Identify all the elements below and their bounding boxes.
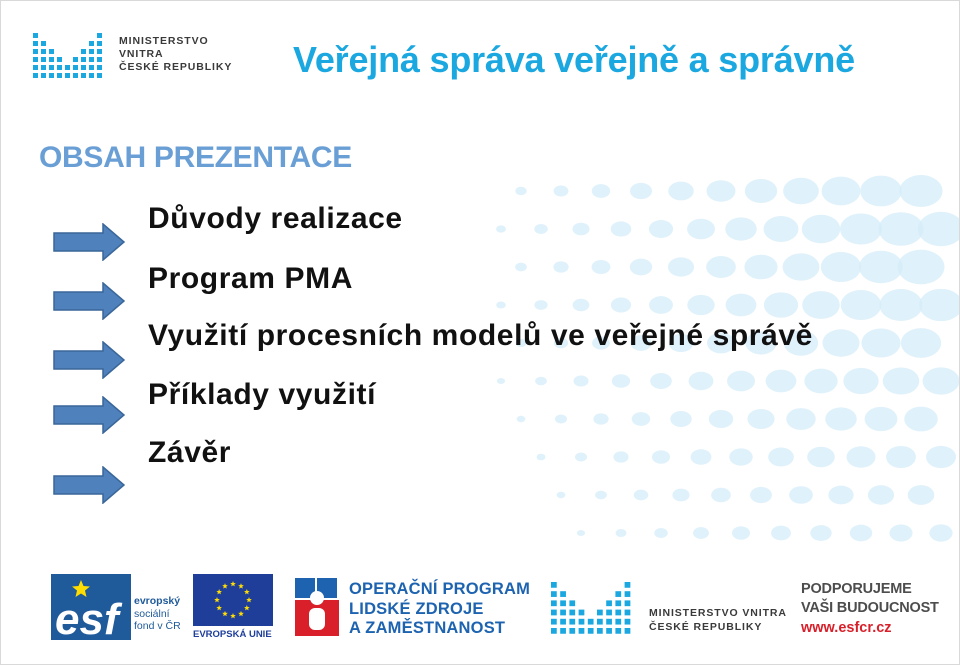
background-dot xyxy=(919,289,959,321)
background-dot xyxy=(904,407,937,432)
ministry-bar-square xyxy=(615,619,621,625)
ministry-bar-square xyxy=(551,628,557,634)
esf-logo-text xyxy=(134,595,181,633)
background-dot xyxy=(670,411,691,427)
background-dot xyxy=(843,368,878,394)
ministry-footer-line2: ČESKÉ REPUBLIKY xyxy=(649,621,763,633)
ministry-bar-square xyxy=(81,65,86,70)
background-dot xyxy=(744,255,777,280)
background-dot xyxy=(497,378,505,384)
background-dot xyxy=(879,289,922,321)
eu-star-icon xyxy=(230,581,236,586)
ministry-bar-square xyxy=(41,41,46,46)
background-dot xyxy=(515,187,526,195)
support-url-link[interactable]: www.esfcr.cz xyxy=(801,620,892,636)
background-dot xyxy=(706,256,736,278)
ministry-bar-square xyxy=(97,41,102,46)
section-title: OBSAH PREZENTACE xyxy=(39,141,352,174)
op-text-line2: LIDSKÉ ZDROJE xyxy=(349,599,484,618)
ministry-bar-square xyxy=(89,41,94,46)
ministry-bar-square xyxy=(89,73,94,78)
background-dot xyxy=(929,524,952,541)
background-dot xyxy=(515,263,527,272)
ministry-bar-square xyxy=(73,73,78,78)
ministry-bar-square xyxy=(588,628,594,634)
ministry-bar-square xyxy=(33,49,38,54)
ministry-bar-square xyxy=(615,610,621,616)
background-dot xyxy=(861,328,900,357)
eu-logo xyxy=(193,574,273,640)
ministry-bar-square xyxy=(579,610,585,616)
ministry-bar-square xyxy=(569,619,575,625)
background-dot xyxy=(923,367,959,394)
agenda-item-1: Důvody realizace xyxy=(148,202,403,235)
background-dot xyxy=(573,299,590,311)
background-dot xyxy=(630,259,652,276)
background-dot xyxy=(822,177,861,206)
ministry-bar-square xyxy=(625,582,631,588)
background-dot xyxy=(613,451,628,462)
ministry-name-line1: MINISTERSTVO VNITRA xyxy=(119,35,209,60)
eu-star-icon xyxy=(238,583,244,588)
ministry-bar-square xyxy=(551,610,557,616)
ministry-bar-square xyxy=(41,65,46,70)
ministry-name-line2: ČESKÉ REPUBLIKY xyxy=(119,61,233,73)
background-dot xyxy=(783,253,820,280)
background-dot xyxy=(707,180,736,201)
eu-star-icon xyxy=(222,583,228,588)
background-dot xyxy=(726,294,757,317)
background-dot xyxy=(517,416,526,422)
ministry-bar-square xyxy=(625,591,631,597)
background-dot xyxy=(926,446,956,468)
ministry-bar-square xyxy=(73,57,78,62)
footer-logo-bar xyxy=(1,566,959,662)
esf-mark-icon xyxy=(51,574,131,640)
eu-stars-icon xyxy=(193,574,273,626)
background-dot xyxy=(783,178,819,204)
ministry-bar-square xyxy=(625,619,631,625)
background-dot xyxy=(691,449,712,464)
background-dot xyxy=(557,492,566,498)
ministry-footer-text xyxy=(649,606,787,634)
eu-star-icon xyxy=(230,613,236,618)
background-dot xyxy=(825,407,856,430)
ministry-bar-square xyxy=(49,73,54,78)
ministry-bar-square xyxy=(579,628,585,634)
background-dot xyxy=(668,257,694,276)
ministry-bars-icon xyxy=(549,576,639,642)
ministry-bar-square xyxy=(597,610,603,616)
ministry-bar-square xyxy=(606,610,612,616)
background-dot xyxy=(878,212,923,246)
slide-header-title: Veřejná správa veřejně a správně xyxy=(293,39,855,80)
background-dot xyxy=(732,526,750,539)
ministry-bar-square xyxy=(73,65,78,70)
esf-text-line3: fond v ČR xyxy=(134,620,181,632)
eu-star-icon xyxy=(216,589,222,594)
ministry-bar-square xyxy=(588,619,594,625)
background-dot xyxy=(901,328,941,358)
background-dot xyxy=(592,260,611,274)
ministry-logo-footer xyxy=(549,576,789,642)
ministry-bar-square xyxy=(65,73,70,78)
background-dot xyxy=(729,448,752,465)
op-logo-text xyxy=(349,580,530,639)
ministry-bar-square xyxy=(560,600,566,606)
ministry-bar-square xyxy=(625,600,631,606)
ministry-bar-square xyxy=(81,73,86,78)
ministry-bar-square xyxy=(615,600,621,606)
background-dot xyxy=(611,221,632,236)
eu-star-icon xyxy=(244,589,250,594)
ministry-bar-square xyxy=(551,600,557,606)
background-dot xyxy=(918,212,959,246)
esf-logo xyxy=(51,574,185,640)
background-dot xyxy=(886,446,916,468)
background-dot xyxy=(592,184,610,198)
ministry-bar-square xyxy=(560,591,566,597)
background-dot xyxy=(807,447,835,467)
ministry-bars-icon xyxy=(31,29,111,85)
ministry-bar-square xyxy=(606,600,612,606)
background-dot xyxy=(687,219,715,240)
ministry-bar-square xyxy=(57,65,62,70)
right-arrow-icon xyxy=(53,282,125,320)
background-dot xyxy=(764,216,799,242)
background-dot xyxy=(768,447,794,466)
right-arrow-icon xyxy=(53,223,125,261)
eu-flag-icon xyxy=(193,574,273,626)
esf-text-line2: sociální xyxy=(134,607,170,620)
background-dot xyxy=(650,373,672,389)
background-dot xyxy=(828,486,853,505)
background-dot xyxy=(868,485,894,504)
ministry-bar-square xyxy=(97,33,102,38)
background-dot xyxy=(821,252,861,282)
background-dot xyxy=(611,297,631,312)
ministry-bar-square xyxy=(89,49,94,54)
op-lzz-logo xyxy=(293,576,543,642)
support-slogan xyxy=(801,580,951,646)
ministry-bar-square xyxy=(625,628,631,634)
ministry-bar-square xyxy=(615,628,621,634)
ministry-bar-square xyxy=(33,73,38,78)
ministry-logo xyxy=(31,29,251,85)
agenda-item-2: Program PMA xyxy=(148,262,353,295)
background-dot xyxy=(766,370,797,393)
right-arrow-icon xyxy=(53,396,125,434)
eu-star-icon xyxy=(216,605,222,610)
ministry-bar-square xyxy=(65,65,70,70)
background-dot xyxy=(689,372,714,390)
background-dot xyxy=(649,220,673,238)
background-dot xyxy=(652,450,670,463)
background-dot xyxy=(554,185,569,196)
background-dot xyxy=(612,374,630,388)
ministry-bar-square xyxy=(569,610,575,616)
background-dot xyxy=(534,300,547,310)
background-dot xyxy=(534,224,547,234)
puzzle-person-icon xyxy=(293,576,343,638)
background-dot xyxy=(908,485,935,505)
background-dot xyxy=(840,213,882,244)
background-dot xyxy=(898,250,945,285)
background-dot xyxy=(632,412,650,426)
background-dot xyxy=(771,526,791,541)
background-dot xyxy=(789,486,813,504)
background-dot xyxy=(572,223,589,236)
right-arrow-icon xyxy=(53,341,125,379)
ministry-bar-square xyxy=(597,628,603,634)
agenda-item-4: Příklady využití xyxy=(148,378,377,411)
ministry-bar-square xyxy=(57,73,62,78)
ministry-footer-line1: MINISTERSTVO VNITRA xyxy=(649,607,787,619)
ministry-bar-square xyxy=(560,610,566,616)
background-dot xyxy=(804,369,837,394)
agenda-item-5: Závěr xyxy=(148,436,232,469)
ministry-bar-square xyxy=(560,628,566,634)
right-arrow-icon xyxy=(53,466,125,504)
background-dot xyxy=(859,251,903,284)
ministry-bar-square xyxy=(97,73,102,78)
background-dot xyxy=(802,215,841,244)
background-dot xyxy=(889,524,912,541)
ministry-bar-square xyxy=(560,619,566,625)
ministry-logo-text xyxy=(119,35,251,74)
eu-star-icon xyxy=(244,605,250,610)
ministry-bar-square xyxy=(49,57,54,62)
ministry-bar-square xyxy=(33,57,38,62)
support-line1: PODPORUJEME xyxy=(801,581,912,597)
ministry-bar-square xyxy=(551,582,557,588)
background-dot xyxy=(555,415,567,424)
background-dot xyxy=(860,176,902,207)
background-dot xyxy=(553,261,568,272)
background-dot xyxy=(747,409,774,429)
background-dot xyxy=(693,527,709,539)
eu-star-icon xyxy=(214,597,220,602)
background-dot xyxy=(822,329,859,356)
ministry-bar-square xyxy=(49,65,54,70)
background-dot xyxy=(883,367,920,394)
background-dot xyxy=(802,291,840,319)
ministry-bar-square xyxy=(606,628,612,634)
esf-text-line1: evropský xyxy=(134,595,181,607)
ministry-bar-square xyxy=(33,65,38,70)
ministry-bar-square xyxy=(49,49,54,54)
ministry-bar-square xyxy=(569,628,575,634)
background-dot xyxy=(649,296,673,314)
background-dot xyxy=(575,453,587,462)
background-dot xyxy=(850,525,872,542)
background-dot xyxy=(841,290,882,320)
ministry-bar-square xyxy=(97,57,102,62)
eu-star-icon xyxy=(222,611,228,616)
ministry-bar-square xyxy=(41,73,46,78)
background-dot xyxy=(496,225,506,232)
background-dot xyxy=(687,295,714,315)
ministry-bar-square xyxy=(81,49,86,54)
background-dot xyxy=(764,292,798,317)
background-dot xyxy=(496,301,506,308)
agenda-item-3: Využití procesních modelů ve veřejné správě xyxy=(148,319,813,352)
support-line2: VAŠI BUDOUCNOST xyxy=(801,600,939,616)
ministry-bar-square xyxy=(81,57,86,62)
background-dot xyxy=(711,488,731,503)
background-dot xyxy=(727,371,755,392)
background-dot xyxy=(577,530,585,536)
ministry-bar-square xyxy=(89,57,94,62)
background-dot xyxy=(899,175,942,207)
ministry-bar-square xyxy=(33,33,38,38)
op-text-line3: A ZAMĚSTNANOST xyxy=(349,619,506,637)
background-dot xyxy=(672,489,689,502)
background-dot xyxy=(593,413,608,424)
eu-star-icon xyxy=(238,611,244,616)
background-dot xyxy=(668,182,693,201)
ministry-bar-square xyxy=(97,65,102,70)
op-text-line1: OPERAČNÍ PROGRAM xyxy=(349,580,531,598)
ministry-bar-square xyxy=(597,619,603,625)
background-dot xyxy=(537,454,546,461)
background-dot xyxy=(786,408,815,430)
ministry-bar-square xyxy=(41,49,46,54)
ministry-bar-square xyxy=(579,619,585,625)
background-dot xyxy=(865,407,898,431)
ministry-bar-square xyxy=(57,57,62,62)
eu-label: EVROPSKÁ UNIE xyxy=(193,629,272,640)
ministry-bar-square xyxy=(606,619,612,625)
eu-star-icon xyxy=(246,597,252,602)
ministry-bar-square xyxy=(551,591,557,597)
ministry-bar-square xyxy=(41,57,46,62)
ministry-bar-square xyxy=(33,41,38,46)
ministry-bar-square xyxy=(569,600,575,606)
background-dot xyxy=(634,490,648,501)
background-dot xyxy=(810,525,831,541)
ministry-bar-square xyxy=(625,610,631,616)
background-dot xyxy=(654,528,667,538)
background-dot xyxy=(725,217,756,240)
svg-text:esf: esf xyxy=(55,595,119,640)
background-dot xyxy=(709,410,733,428)
background-dot xyxy=(846,446,875,467)
background-dot xyxy=(750,487,772,503)
background-dot xyxy=(745,179,777,203)
background-dot xyxy=(595,491,607,500)
background-dot xyxy=(535,377,547,386)
ministry-bar-square xyxy=(97,49,102,54)
background-dot xyxy=(574,375,589,386)
ministry-bar-square xyxy=(89,65,94,70)
ministry-bar-square xyxy=(615,591,621,597)
background-dot xyxy=(616,529,627,537)
ministry-bar-square xyxy=(551,619,557,625)
background-dot xyxy=(630,183,652,199)
